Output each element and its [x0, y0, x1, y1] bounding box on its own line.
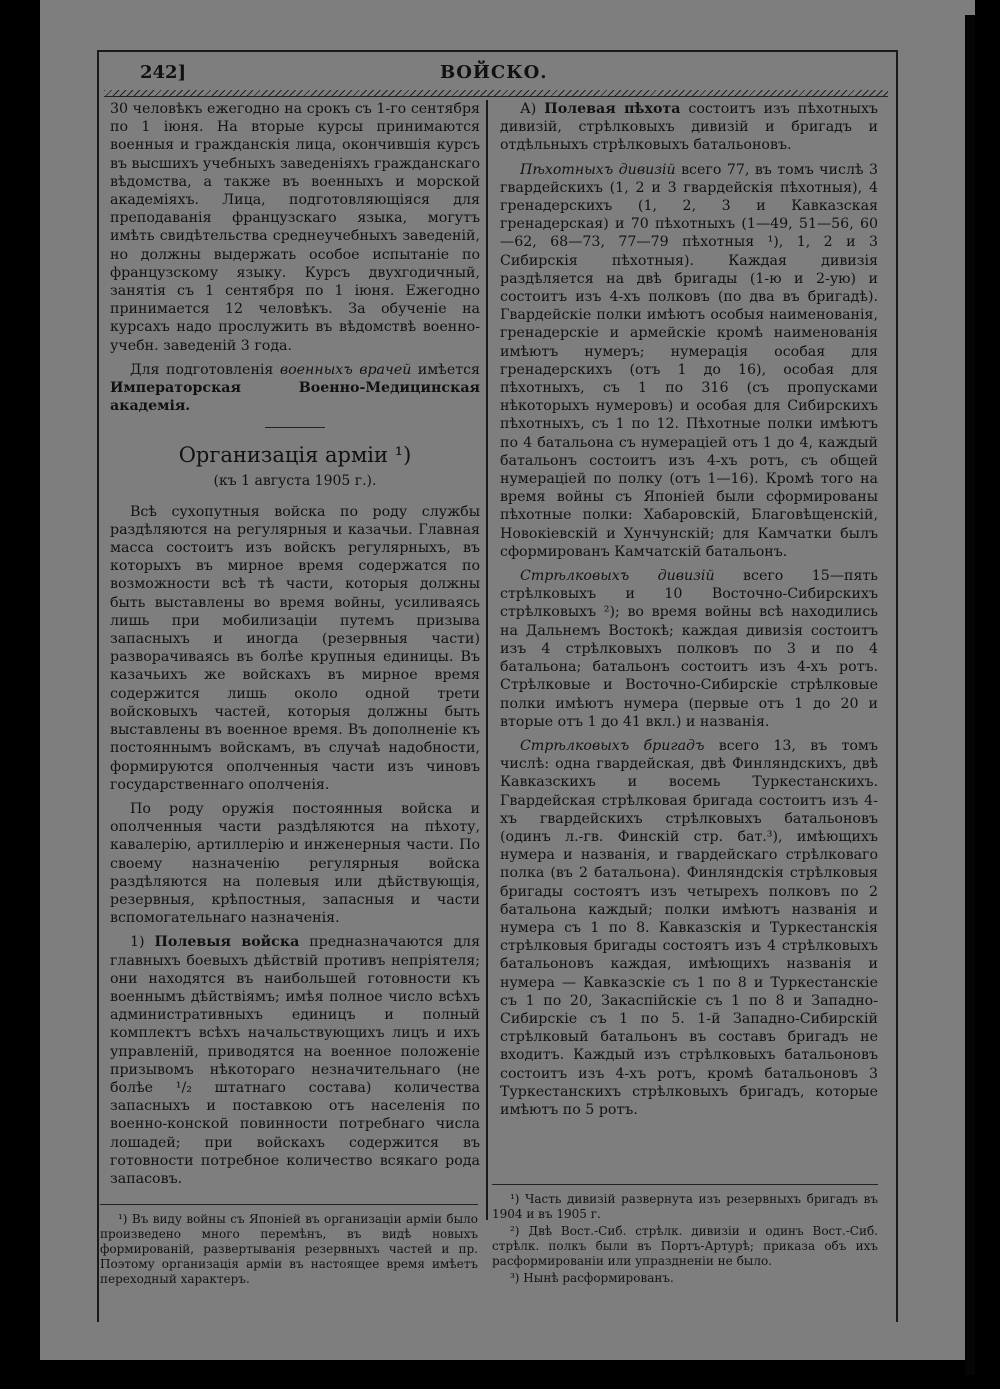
- right-paragraph-3: [500, 567, 878, 731]
- footnote: ²) Двѣ Вост.-Сиб. стрѣлк. дивизіи и одинъ Вост.-Сиб. стрѣлк. полкъ были въ Портъ-Артурѣ; приказа объ ихъ расформированіи или упраздненіи не было.: [492, 1224, 878, 1268]
- bold-term: Полевыя войска: [154, 934, 300, 951]
- footnote: ¹) Въ виду войны съ Японіей въ организаціи арміи было произведено много перемѣнъ, въ видѣ новыхъ формированій, развертыванія резервныхъ частей и пр. Поэтому организація арміи въ настоящее время имѣетъ переходный характеръ.: [100, 1212, 478, 1286]
- section-title: Организація арміи ¹): [178, 443, 412, 468]
- scan-edge-shadow: [965, 15, 975, 1375]
- footnote: ¹) Часть дивизій развернута изъ резервныхъ бригадъ въ 1904 и въ 1905 г.: [492, 1192, 878, 1221]
- section-subtitle: (къ 1 августа 1905 г.).: [213, 473, 377, 490]
- text-run: 1): [130, 934, 155, 951]
- left-footnotes: [100, 1212, 478, 1289]
- text-run: всего 77, въ томъ числѣ 3 гвардейскихъ (1, 2 и 3 гвардейскія пѣхотныя), 4 гренадерскихъ (1, 2, 3 и Кавказская гренадерская) и 70 пѣхотныхъ (1—49, 51—56, 60—62, 68—73, 77—79 пѣхотныя ¹), 1, 2 и 3 Сибирскія пѣхотныя). Каждая дивизія раздѣляется на двѣ бригады (1-ю и 2-ую) и состоитъ изъ 4-хъ полковъ (по два въ бригадѣ). Гвардейскіе полки имѣютъ особыя наименованія, гренадерскіе и армейскіе кромѣ наименованія имѣютъ нумеръ; нумерація особая для гренадерскихъ (отъ 1 до 16), особая для пѣхотныхъ, съ 1 по 316 (съ пропусками нѣкоторыхъ нумеровъ) и особая для Сибирскихъ пѣхотныхъ, съ 1 по 12. Пѣхотные полки имѣютъ по 4 батальона съ нумераціей отъ 1 до 4, каждый батальонъ состоитъ изъ 4-хъ ротъ, съ общей нумераціей по полку (отъ 1—16). Кромѣ того на время войны съ Японіей были сформированы пѣхотные полки: Хабаровскій, Благовѣщенскій, Новокіевскій и Хунчунскій; для Камчатки былъ сформированъ Камчатскій батальонъ.: [500, 161, 878, 560]
- text-run: предназначаются для главныхъ боевыхъ дѣйствій противъ непріятеля; они находятся въ наибольшей готовности къ военнымъ дѣйствіямъ; имѣя полное число всѣхъ административныхъ единицъ и полный комплектъ всѣхъ начальствующихъ лицъ и ихъ управленій, приводятся на военное положеніе призывомъ нѣкотораго незначительнаго (не болѣе ¹/₂ штатнаго состава) количества запасныхъ и поставкою отъ населенія по военно-конской повинности потребнаго числа лошадей; при войскахъ содержится въ готовности потребное количество всякаго рода запасовъ.: [110, 934, 481, 1187]
- column-divider: [486, 100, 488, 1220]
- italic-term: Стрѣлковыхъ дивизій: [520, 568, 715, 585]
- left-column: [110, 100, 480, 1194]
- right-paragraph-2: [500, 161, 878, 561]
- left-paragraph-1: 30 человѣкъ ежегодно на срокъ съ 1-го сентября по 1 іюня. На вторые курсы принимаются военныя и гражданскія лица, окончившія курсъ въ высшихъ учебныхъ заведеніяхъ гражданскаго вѣдомства, а также въ военныхъ и морской академіяхъ. Лица, подготовляющіяся для преподаванія французскаго языка, могутъ имѣть свидѣтельства среднеучебныхъ заведеній, но должны выдержать особое испытаніе по французскому языку. Курсъ двухгодичный, занятія съ 1 сентября по 1 іюня. Ежегодно принимается 12 человѣкъ. За обученіе на курсахъ надо прослужить въ вѣдомствѣ военно-учебн. заведеній 3 года.: [110, 101, 480, 354]
- text-run: А): [520, 101, 545, 117]
- right-column: [500, 100, 878, 1125]
- bold-term: Полевая пѣхота: [544, 101, 681, 117]
- text-run: всего 13, въ томъ числѣ: одна гвардейская, двѣ Финляндскихъ, двѣ Кавказскихъ и восемь Туркестанскихъ. Гвардейская стрѣлковая бригада состоитъ изъ 4-хъ гвардейскихъ стрѣлковыхъ батальоновъ (одинъ л.-гв. Финскій стр. бат.³), имѣющихъ нумера и названія, и гвардейскаго стрѣлковаго полка (въ 2 батальона). Финляндскія стрѣлковыя бригады состоятъ изъ четырехъ полковъ по 2 батальона каждый; полки имѣютъ названія и нумера съ 1 по 8. Кавказскія и Туркестанскія стрѣлковыя бригады состоятъ изъ 4 стрѣлковыхъ батальоновъ каждая, имѣющихъ названія и нумера — Кавказскіе съ 1 по 8 и Туркестанскіе съ 1 по 20, Закаспійскіе съ 1 по 8 и Западно-Сибирскіе съ 1 по 5. 1-й Западно-Сибирскій стрѣлковый батальонъ въ составъ бригадъ не входитъ. Каждый изъ стрѣлковыхъ батальоновъ состоитъ изъ 4-хъ ротъ, кромѣ батальоновъ 3 Туркестанскихъ стрѣлковыхъ бригадъ, которые имѣютъ по 5 ротъ.: [500, 737, 878, 1118]
- header-wavy-rule: [104, 90, 888, 97]
- text-run: имѣется: [411, 361, 480, 378]
- section-rule: [265, 427, 325, 428]
- text-run: Для подготовленія: [130, 361, 280, 378]
- right-paragraph-1: [500, 100, 878, 155]
- right-paragraph-4: [500, 737, 878, 1119]
- left-paragraph-2: [110, 361, 480, 416]
- left-paragraph-5: [110, 933, 480, 1188]
- footnote-rule-left: [100, 1204, 478, 1205]
- italic-term: военныхъ врачей: [279, 361, 412, 378]
- italic-term: Стрѣлковыхъ бригадъ: [520, 737, 705, 754]
- text-run: всего 15—пять стрѣлковыхъ и 10 Восточно-Сибирскихъ стрѣлковыхъ ²); во время войны всѣ находились на Дальнемъ Востокѣ; каждая дивизія состоитъ изъ 4 стрѣлковыхъ полковъ по 3 и по 4 батальона; батальонъ состоитъ изъ 4-хъ ротъ. Стрѣлковые и Восточно-Сибирскіе стрѣлковые полки имѣютъ нумера (первые отъ 1 до 20 и вторые отъ 1 до 41 вкл.) и названія.: [500, 568, 878, 730]
- left-paragraph-3: Всѣ сухопутныя войска по роду службы раздѣляются на регулярныя и казачьи. Главная масса состоитъ изъ войскъ регулярныхъ, въ которыхъ въ мирное время содержатся по возможности всѣ тѣ части, которыя должны быть выставлены во время войны, усиливаясь лишь при мобилизаціи путемъ призыва запасныхъ и иногда (резервныя части) разворачиваясь въ болѣе крупныя единицы. Въ казачьихъ же войскахъ въ мирное время содержится лишь около одной трети войсковыхъ частей, которыя должны быть выставлены въ военное время. Въ дополненіе къ постояннымъ войскамъ, въ случаѣ надобности, формируются ополченныя части изъ чиновъ государственнаго ополченія.: [110, 503, 480, 793]
- running-title: ВОЙСКО.: [440, 62, 548, 83]
- bold-term: Императорская Военно-Медицинская академія.: [110, 380, 480, 415]
- left-paragraph-4: По роду оружія постоянныя войска и ополченныя части раздѣляются на пѣхоту, кавалерію, артиллерію и инженерныя части. По своему назначенію регулярныя войска раздѣляются на полевыя или дѣйствующія, резервныя, крѣпостныя, запасныя и части вспомогательнаго назначенія.: [110, 800, 480, 927]
- right-footnotes: [492, 1192, 878, 1288]
- footnote: ³) Нынѣ расформированъ.: [510, 1271, 674, 1285]
- footnote-rule-right: [492, 1184, 878, 1185]
- page-number: 242]: [140, 62, 187, 83]
- italic-term: Пѣхотныхъ дивизій: [520, 161, 676, 178]
- text-run: состоитъ изъ пѣхотныхъ дивизій, стрѣлковыхъ дивизій и бригадъ и отдѣльныхъ стрѣлковыхъ батальоновъ.: [500, 101, 878, 154]
